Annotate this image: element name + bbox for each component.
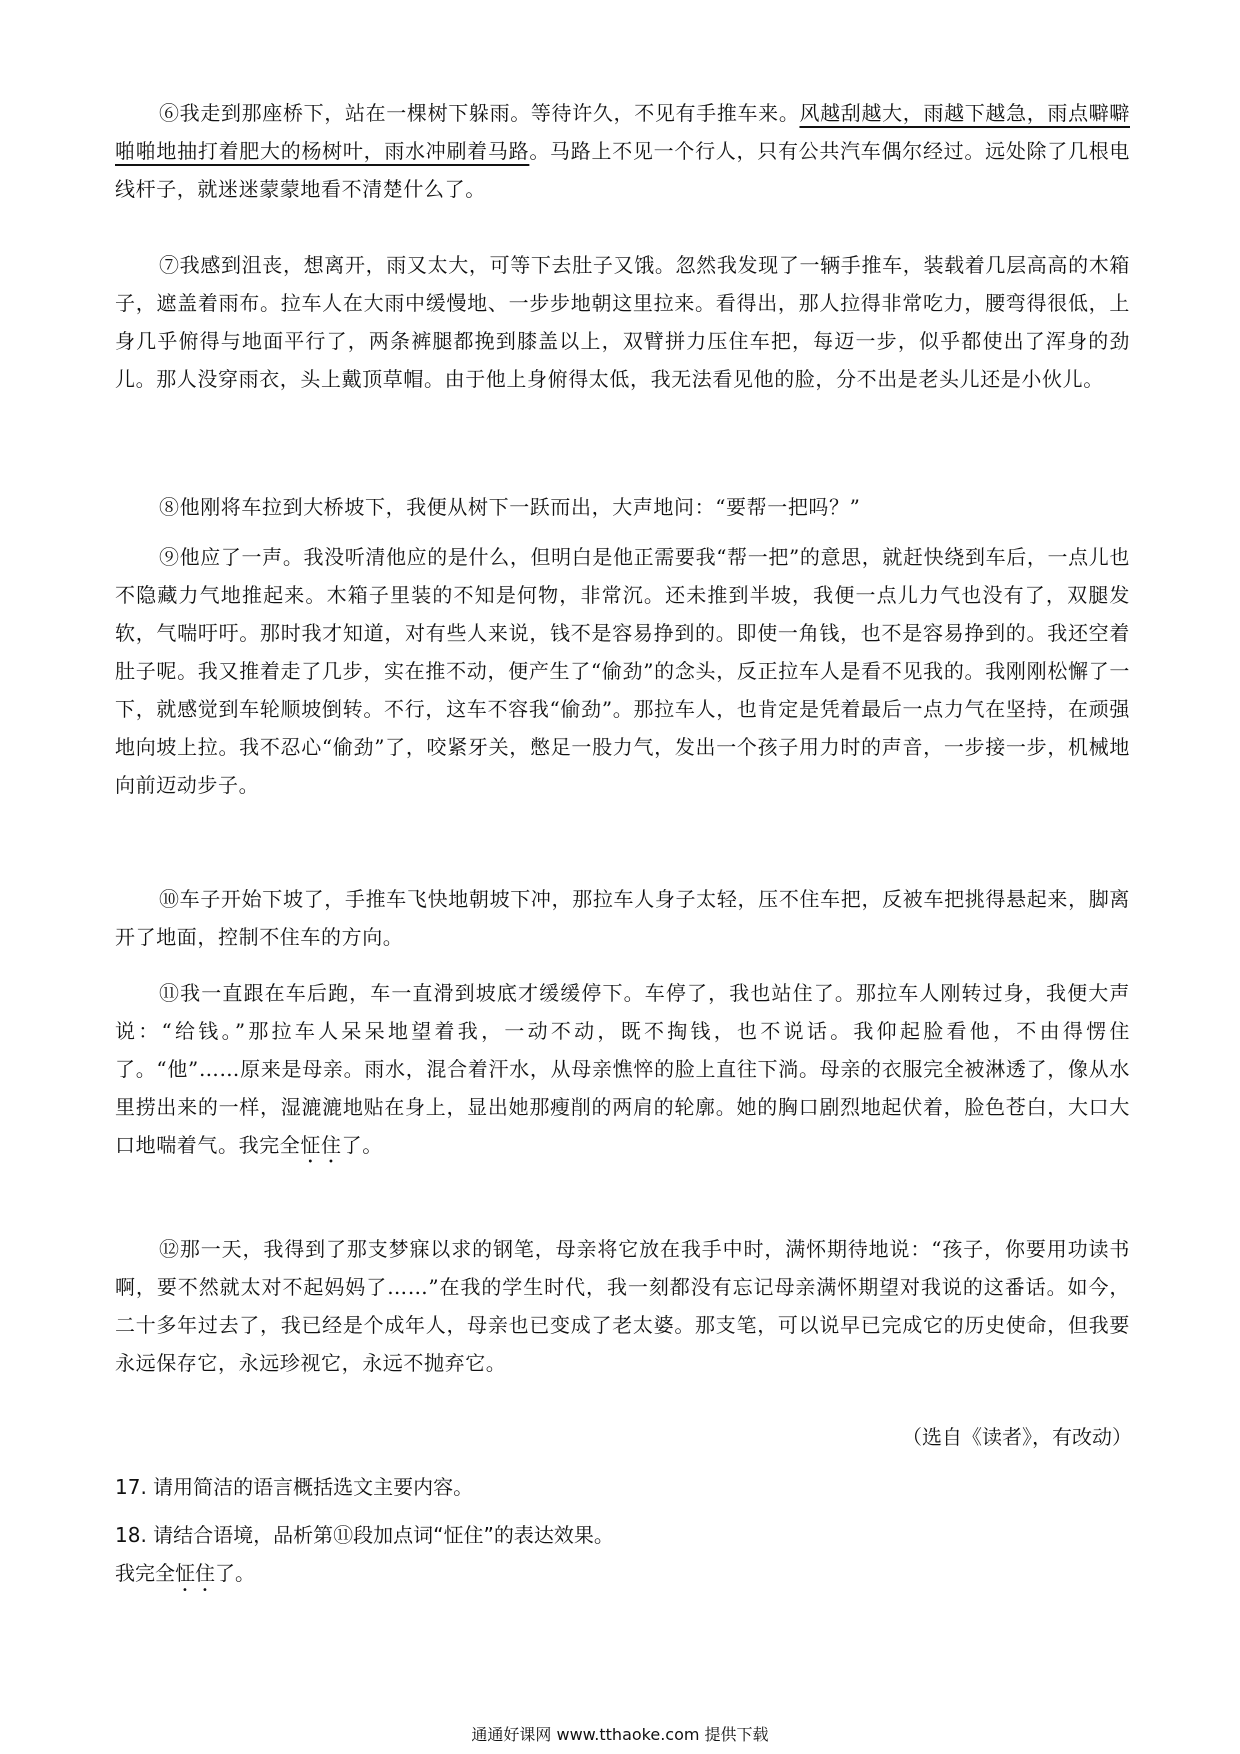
paragraph-11-lead: ⑪我一直跟在车后跑，车一直滑到坡底才缓缓停下。车停了，我也站住了。那拉车人刚转过身，我便大声说：“给钱。”那拉车人呆呆地望着我，一动不动，既不掏钱，也不说话。我仰起脸看他，不由得愣住了。“他”……原来是母亲。雨水，混合着汗水，从母亲憔悴的脸上直往下淌。母亲的衣服完全被淋透了，像从水里捞出来的一样，湿漉漉地贴在身上，显出她那瘦削的两肩的轮廓。她的胸口剧烈地起伏着，脸色苍白，大口大口地喘着气。我完全 — [115, 981, 1130, 1157]
paragraph-6-underlined: 风越刮越大，雨越下越急，雨点噼噼啪啪地抽打着肥大的杨树叶，雨水冲刷着马路 — [115, 101, 1130, 163]
question-17: 17. 请用简洁的语言概括选文主要内容。 — [115, 1475, 474, 1499]
paragraph-9: ⑨他应了一声。我没听清他应的是什么，但明白是他正需要我“帮一把”的意思，就赶快绕到车后，一点儿也不隐藏力气地推起来。木箱子里装的不知是何物，非常沉。还未推到半坡，我便一点儿力气也没有了，双腿发软，气喘吁吁。那时我才知道，对有些人来说，钱不是容易挣到的。即使一角钱，也不是容易挣到的。我还空着肚子呢。我又推着走了几步，实在推不动，便产生了“偷劲”的念头，反正拉车人是看不见我的。我刚刚松懈了一下，就感觉到车轮顺坡倒转。不行，这车不容我“偷劲”。那拉车人，也肯定是凭着最后一点力气在坚持，在顽强地向坡上拉。我不忍心“偷劲”了，咬紧牙关，憋足一股力气，发出一个孩子用力时的声音，一步接一步，机械地向前迈动步子。 — [115, 545, 1130, 797]
source-citation: （选自《读者》，有改动） — [902, 1425, 1132, 1449]
question-18-dotted-word: 怔住 — [175, 1561, 215, 1585]
paragraph-12: ⑫那一天，我得到了那支梦寐以求的钢笔，母亲将它放在我手中时，满怀期待地说：“孩子，你要用功读书啊，要不然就太对不起妈妈了……”在我的学生时代，我一刻都没有忘记母亲满怀期望对我说的这番话。如今，二十多年过去了，我已经是个成年人，母亲也已变成了老太婆。那支笔，可以说早已完成它的历史使命，但我要永远保存它，永远珍视它，永远不抛弃它。 — [115, 1237, 1130, 1375]
question-18-quote-tail: 了。 — [215, 1561, 255, 1585]
question-18: 18. 请结合语境，品析第⑪段加点词“怔住”的表达效果。 — [115, 1523, 614, 1547]
question-18-quote — [115, 1556, 255, 1596]
paragraph-10: ⑩车子开始下坡了，手推车飞快地朝坡下冲，那拉车人身子太轻，压不住车把，反被车把挑得悬起来，脚离开了地面，控制不住车的方向。 — [115, 887, 1130, 949]
paragraph-11-dotted-word: 怔住 — [300, 1133, 342, 1157]
paragraph-6-tail: 。马路上不见一个行人，只有公共汽车偶尔经过。远处除了几根电线杆子，就迷迷蒙蒙地看不清楚什么了。 — [115, 139, 1131, 201]
paragraph-8: ⑧他刚将车拉到大桥坡下，我便从树下一跃而出，大声地问：“要帮一把吗？” — [159, 495, 861, 519]
paragraph-6 — [115, 94, 1130, 208]
paragraph-7: ⑦我感到沮丧，想离开，雨又太大，可等下去肚子又饿。忽然我发现了一辆手推车，装载着几层高高的木箱子，遮盖着雨布。拉车人在大雨中缓慢地、一步步地朝这里拉来。看得出，那人拉得非常吃力，腰弯得很低，上身几乎俯得与地面平行了，两条裤腿都挽到膝盖以上，双臂拼力压住车把，每迈一步，似乎都使出了浑身的劲儿。那人没穿雨衣，头上戴顶草帽。由于他上身俯得太低，我无法看见他的脸，分不出是老头儿还是小伙儿。 — [115, 253, 1130, 391]
question-18-quote-lead: 我完全 — [115, 1561, 175, 1585]
paragraph-11-tail: 了。 — [341, 1133, 383, 1157]
paragraph-6-lead: ⑥我走到那座桥下，站在一棵树下躲雨。等待许久，不见有手推车来。 — [159, 101, 800, 125]
paragraph-11 — [115, 974, 1130, 1168]
page-footer: 通通好课网 www.tthaoke.com 提供下载 — [471, 1725, 769, 1744]
